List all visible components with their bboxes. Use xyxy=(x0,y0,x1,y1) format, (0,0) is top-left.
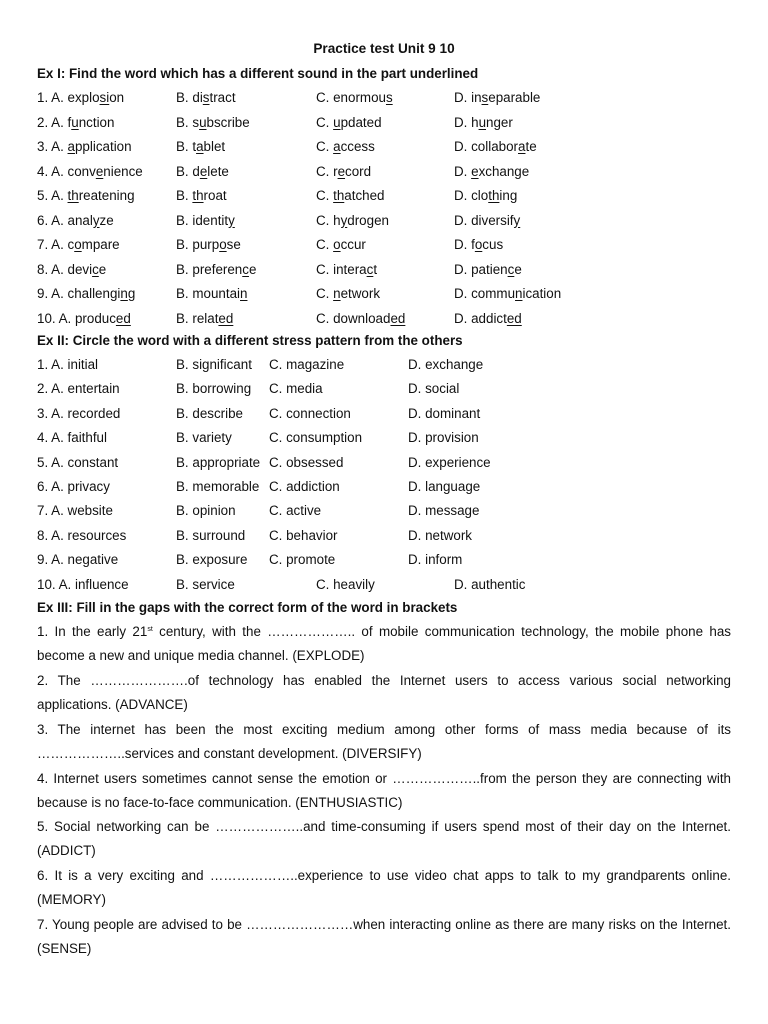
ex2-option: C. promote xyxy=(269,552,336,568)
underlined-part: s xyxy=(202,90,210,105)
ex2-option: B. appropriate xyxy=(176,454,261,470)
ex2-option: D. provision xyxy=(408,430,479,446)
underlined-part: s xyxy=(385,90,393,105)
ex1-option: 6. A. analyze xyxy=(37,212,114,228)
underlined-part: n xyxy=(515,286,523,301)
ex1-option: D. communication xyxy=(454,286,562,301)
ex1-option: 1. A. explosion xyxy=(37,90,125,105)
underlined-part: e xyxy=(199,163,208,179)
ex2-option: D. network xyxy=(408,527,472,543)
ex1-option: C. access xyxy=(316,139,375,154)
underlined-part: s xyxy=(481,90,489,105)
ex2-option: C. active xyxy=(269,503,322,519)
ex2-question-row xyxy=(0,406,768,424)
ex1-option: C. downloaded xyxy=(316,310,406,326)
ex2-option: B. surround xyxy=(176,527,246,543)
ex1-option: 8. A. device xyxy=(37,261,107,277)
ex2-option: 1. A. initial xyxy=(37,357,99,372)
ex2-option: C. behavior xyxy=(269,527,338,543)
ex2-question-row xyxy=(0,455,768,473)
ex2-question-row xyxy=(0,357,768,375)
ex1-option: C. updated xyxy=(316,114,382,130)
underlined-part: th xyxy=(192,188,204,203)
ex1-option: 5. A. threatening xyxy=(37,188,135,203)
ex3-item: 1. In the early 21st century, with the ……………….. of mobile communication technology, the mobile phone has become a new and unique media channel. (EXPLODE) xyxy=(37,624,731,664)
underlined-part: a xyxy=(518,139,526,154)
ex2-question-row xyxy=(0,381,768,399)
underlined-part: o xyxy=(333,237,341,252)
underlined-part: n xyxy=(240,286,248,301)
ex2-option: C. connection xyxy=(269,405,351,421)
ex1-option: D. collaborate xyxy=(454,139,537,154)
ex2-option: D. inform xyxy=(408,552,463,568)
ex2-question-row xyxy=(0,430,768,448)
ex2-option: 6. A. privacy xyxy=(37,479,110,494)
ex2-option: C. consumption xyxy=(269,430,363,446)
ex1-question-row xyxy=(0,213,768,231)
ex1-option: B. distract xyxy=(176,90,236,105)
underlined-part: th xyxy=(67,188,79,203)
ex2-option: B. borrowing xyxy=(176,381,252,397)
ex2-question-row xyxy=(0,577,768,595)
ex1-option: 4. A. convenience xyxy=(37,163,143,179)
underlined-part: y xyxy=(340,212,348,228)
ex1-option: D. diversify xyxy=(454,212,521,228)
ex2-option: D. social xyxy=(408,381,460,397)
underlined-part: th xyxy=(333,188,345,203)
underlined-part: u xyxy=(478,114,487,130)
ex1-option: C. enormous xyxy=(316,90,393,105)
ex2-option: D. message xyxy=(408,503,480,519)
ex1-option: D. hunger xyxy=(454,114,513,130)
ex2-question-row xyxy=(0,552,768,570)
underlined-part: ed xyxy=(390,310,406,326)
underlined-part: u xyxy=(199,114,207,130)
underlined-part: y xyxy=(513,212,521,228)
ex2-option: D. dominant xyxy=(408,405,481,421)
ex1-option: 7. A. compare xyxy=(37,237,120,252)
underlined-part: y xyxy=(92,212,100,228)
ex3-item: 5. Social networking can be ………………..and time-consuming if users spend most of their day on the Internet. (ADDICT) xyxy=(37,819,731,859)
ex1-option: C. hydrogen xyxy=(316,212,389,228)
underlined-part: c xyxy=(366,261,374,277)
ex1-option: 9. A. challenging xyxy=(37,286,136,301)
ex2-option: B. exposure xyxy=(176,552,248,568)
ex2-option: C. magazine xyxy=(269,357,345,372)
ex2-option: B. variety xyxy=(176,430,232,446)
underlined-part: n xyxy=(120,286,128,301)
ex1-option: D. inseparable xyxy=(454,90,541,105)
ex1-option: D. focus xyxy=(454,237,504,252)
ex3-item: 2. The ………………….of technology has enabled the Internet users to access various social networking applications. (ADVANCE) xyxy=(37,673,731,713)
ex1-question-row xyxy=(0,164,768,182)
ex1-option: B. throat xyxy=(176,188,227,203)
ex1-question-row xyxy=(0,90,768,108)
underlined-part: y xyxy=(228,212,235,228)
ex1-question-row xyxy=(0,311,768,329)
ex2-option: C. addiction xyxy=(269,479,340,494)
ex1-option: B. tablet xyxy=(176,139,226,154)
underlined-part: a xyxy=(196,139,204,154)
ex1-question-row xyxy=(0,188,768,206)
page-title: Practice test Unit 9 10 xyxy=(313,41,455,56)
underlined-part: si xyxy=(99,90,110,105)
ex1-option: C. thatched xyxy=(316,188,385,203)
ex1-option: C. interact xyxy=(316,261,378,277)
ex2-option: 2. A. entertain xyxy=(37,381,120,397)
ex2-option: C. heavily xyxy=(316,576,375,592)
ex1-option: B. delete xyxy=(176,163,229,179)
ex2-option: 3. A. recorded xyxy=(37,405,121,421)
underlined-part: a xyxy=(67,139,75,154)
ex1-option: C. occur xyxy=(316,237,366,252)
ex2-question-row xyxy=(0,503,768,521)
ex2-option: B. significant xyxy=(176,357,252,372)
underlined-part: e xyxy=(337,163,346,179)
underlined-part: ed xyxy=(506,310,522,326)
ex1-question-row xyxy=(0,237,768,255)
ex1-question-row xyxy=(0,139,768,157)
underlined-part: ed xyxy=(218,310,234,326)
ex2-option: D. authentic xyxy=(454,576,526,592)
ex1-option: C. network xyxy=(316,286,381,301)
underlined-part: c xyxy=(507,261,515,277)
ex1-option: B. identity xyxy=(176,212,235,228)
ex2-option: 8. A. resources xyxy=(37,527,127,543)
underlined-part: th xyxy=(488,188,500,203)
ex2-option: C. obsessed xyxy=(269,454,344,470)
ex2-option: C. media xyxy=(269,381,323,397)
ex2-option: 9. A. negative xyxy=(37,552,119,568)
ex2-option: B. describe xyxy=(176,405,243,421)
underlined-part: c xyxy=(242,261,249,277)
ex2-option: 7. A. website xyxy=(37,503,113,519)
ex1-option: B. preference xyxy=(176,261,257,277)
ex1-option: 10. A. produced xyxy=(37,310,131,326)
ex1-option: D. addicted xyxy=(454,310,522,326)
ex1-option: 2. A. function xyxy=(37,114,115,130)
ex1-option: D. patience xyxy=(454,261,522,277)
underlined-part: e xyxy=(95,163,104,179)
ex2-question-row xyxy=(0,479,768,497)
underlined-part: o xyxy=(474,237,483,252)
ex2-option: B. opinion xyxy=(176,503,236,519)
ex1-option: B. related xyxy=(176,310,234,326)
ex2-option: 10. A. influence xyxy=(37,576,129,592)
underlined-part: a xyxy=(333,139,341,154)
ex1-heading: Ex I: Find the word which has a different sound in the part underlined xyxy=(37,66,479,81)
ex2-option: D. language xyxy=(408,479,481,494)
underlined-part: ed xyxy=(115,310,131,326)
ex1-option: 3. A. application xyxy=(37,139,132,154)
ex2-option: 5. A. constant xyxy=(37,454,119,470)
underlined-part: c xyxy=(92,261,99,277)
ex1-option: B. subscribe xyxy=(176,114,250,130)
underlined-part: o xyxy=(74,237,82,252)
ex1-option: B. mountain xyxy=(176,286,248,301)
ex3-item: 6. It is a very exciting and ………………..experience to use video chat apps to talk to my grandparents online. (MEMORY) xyxy=(37,868,731,908)
ex3-item: 3. The internet has been the most exciting medium among other forms of mass media because of its ………………..services and constant development. (DIVERSIFY) xyxy=(37,722,731,762)
ex1-option: D. exchange xyxy=(454,163,530,179)
ex1-option: B. purpose xyxy=(176,237,241,252)
ex1-option: C. record xyxy=(316,163,372,179)
ex2-option: B. service xyxy=(176,576,235,592)
underlined-part: u xyxy=(333,114,341,130)
ex1-option: D. clothing xyxy=(454,188,518,203)
ex1-question-row xyxy=(0,262,768,280)
ex3-item: 7. Young people are advised to be ……………………when interacting online as there are many risks on the Internet. (SENSE) xyxy=(37,917,731,957)
ex3-heading: Ex III: Fill in the gaps with the correct form of the word in brackets xyxy=(37,600,458,615)
ex1-question-row xyxy=(0,115,768,133)
underlined-part: o xyxy=(219,237,227,252)
ex2-option: D. exchange xyxy=(408,357,484,372)
ex2-heading: Ex II: Circle the word with a different stress pattern from the others xyxy=(37,333,463,348)
ex2-option: 4. A. faithful xyxy=(37,430,107,446)
ex3-item: 4. Internet users sometimes cannot sense the emotion or ………………..from the person they are connecting with because is no face-to-face communication. (ENTHUSIASTIC) xyxy=(37,771,731,811)
ex2-option: B. memorable xyxy=(176,479,260,494)
ex2-question-row xyxy=(0,528,768,546)
ex1-question-row xyxy=(0,286,768,304)
underlined-part: e xyxy=(471,163,479,179)
underlined-part: u xyxy=(71,114,79,130)
ex2-option: D. experience xyxy=(408,454,491,470)
underlined-part: n xyxy=(333,286,341,301)
